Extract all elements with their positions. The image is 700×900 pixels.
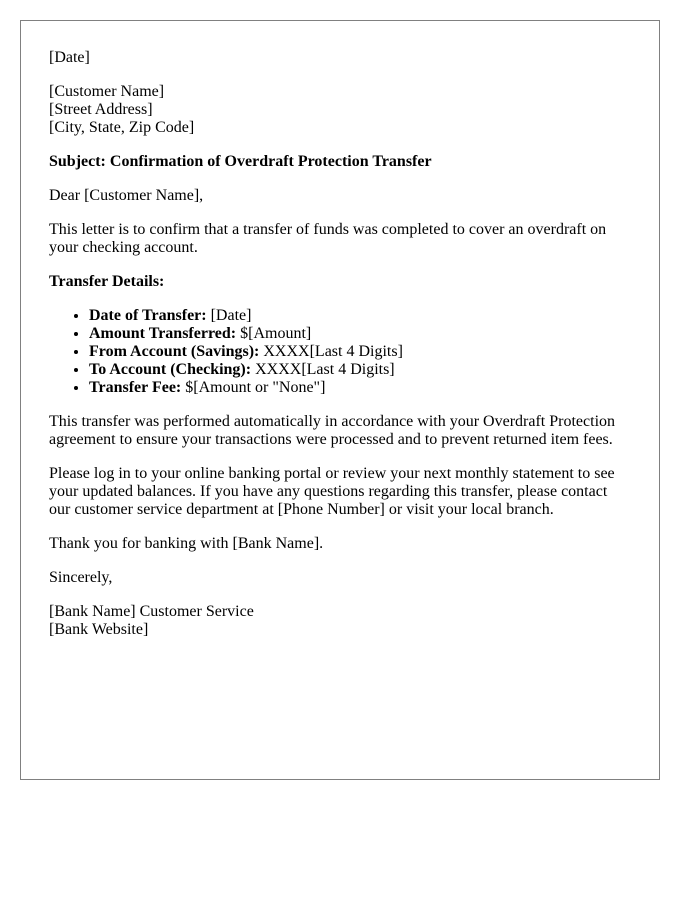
- automatic-transfer-paragraph: This transfer was performed automatically in accordance with your Overdraft Protection agreement to ensure your transactions were processed and to prevent returned item fees.: [49, 413, 616, 448]
- letter-document: [20, 20, 660, 780]
- recipient-city-state-zip: [City, State, Zip Code]: [49, 119, 195, 136]
- signature-bank-website: [Bank Website]: [49, 621, 149, 638]
- detail-label: To Account (Checking):: [89, 361, 252, 378]
- detail-item-from-account: [89, 343, 631, 361]
- detail-label: Transfer Fee:: [89, 379, 182, 396]
- recipient-address-block: [49, 83, 631, 137]
- detail-value: $[Amount]: [236, 325, 312, 342]
- signature-bank-name: [Bank Name] Customer Service: [49, 603, 254, 620]
- thank-you-line: Thank you for banking with [Bank Name].: [49, 535, 324, 552]
- transfer-details-heading: Transfer Details:: [49, 273, 165, 290]
- signature-block: [49, 603, 631, 639]
- detail-value: XXXX[Last 4 Digits]: [259, 343, 403, 360]
- detail-item-amount: [89, 325, 631, 343]
- recipient-name: [Customer Name]: [49, 83, 165, 100]
- detail-value: XXXX[Last 4 Digits]: [251, 361, 395, 378]
- letter-closing: Sincerely,: [49, 569, 113, 586]
- detail-label: From Account (Savings):: [89, 343, 260, 360]
- detail-label: Date of Transfer:: [89, 307, 207, 324]
- detail-label: Amount Transferred:: [89, 325, 237, 342]
- detail-item-date: [89, 307, 631, 325]
- detail-value: [Date]: [206, 307, 252, 324]
- detail-item-to-account: [89, 361, 631, 379]
- recipient-street: [Street Address]: [49, 101, 153, 118]
- contact-paragraph: Please log in to your online banking portal or review your next monthly statement to see your updated balances. If you have any questions regarding this transfer, please contact our customer service department at [Phone Number] or visit your local branch.: [49, 465, 615, 518]
- letter-subject: Subject: Confirmation of Overdraft Protection Transfer: [49, 153, 432, 170]
- letter-salutation: Dear [Customer Name],: [49, 187, 204, 204]
- intro-paragraph: This letter is to confirm that a transfer of funds was completed to cover an overdraft on your checking account.: [49, 221, 607, 256]
- letter-date: [Date]: [49, 49, 90, 66]
- transfer-details-list: [49, 307, 631, 397]
- detail-item-fee: [89, 379, 631, 397]
- detail-value: $[Amount or "None"]: [181, 379, 326, 396]
